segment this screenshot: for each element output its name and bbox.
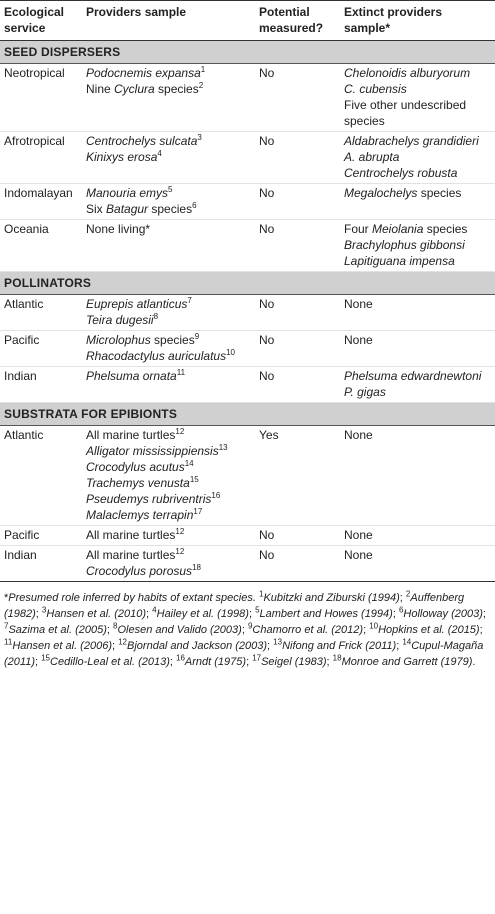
provider-ref: 14 (184, 459, 194, 468)
cell-potential: No (255, 331, 340, 367)
provider-name-species: Crocodylus porosus (86, 564, 193, 578)
footnote-number: 6 (398, 605, 404, 615)
extinct-item (344, 185, 491, 201)
footnote-number: 11 (4, 637, 13, 647)
extinct-name: None (344, 548, 373, 562)
cell-providers (82, 184, 255, 220)
footnote-text: Arndt (1975) (184, 656, 247, 668)
provider-item (86, 185, 251, 201)
cell-region: Atlantic (0, 426, 82, 526)
provider-ref: 9 (194, 332, 200, 341)
section-row (0, 41, 495, 64)
provider-name-genus: Microlophus (86, 333, 151, 347)
cell-potential: No (255, 132, 340, 184)
extinct-name: Four Meiolania species (344, 222, 468, 236)
cell-potential: No (255, 184, 340, 220)
footnote-number: 13 (273, 637, 283, 647)
cell-potential: Yes (255, 426, 340, 526)
cell-providers (82, 295, 255, 331)
footnote-text: Cedillo-Leal et al. (2013) (50, 656, 170, 668)
extinct-item (344, 332, 491, 348)
footnote-text: Sazima et al. (2005) (8, 624, 107, 636)
extinct-name-species: Lapitiguana impensa (344, 254, 455, 268)
extinct-name-species: Chelonoidis alburyorum (344, 66, 471, 80)
extinct-item (344, 97, 491, 129)
section-title: SUBSTRATA FOR EPIBIONTS (0, 403, 495, 426)
provider-ref: 2 (198, 81, 204, 90)
footnote-number: 16 (176, 653, 185, 663)
footnote-text: Hansen et al. (2010) (46, 608, 147, 620)
provider-ref: 10 (226, 348, 235, 357)
footnote-number: 8 (113, 621, 118, 631)
provider-name-species: Euprepis atlanticus (86, 297, 188, 311)
extinct-name-genus: Megalochelys (344, 186, 418, 200)
header-potential-measured: Potential measured? (255, 1, 340, 41)
provider-name (86, 297, 187, 311)
section-title: SEED DISPERSERS (0, 41, 495, 64)
table-header (0, 1, 495, 41)
cell-extinct (340, 184, 495, 220)
provider-ref: 12 (175, 427, 185, 436)
extinct-name (344, 254, 455, 268)
extinct-name: Megalochelys species (344, 186, 462, 200)
provider-name (86, 476, 190, 490)
provider-name-species: Pseudemys rubriventris (86, 492, 212, 506)
provider-ref: 18 (192, 563, 201, 572)
provider-name (86, 492, 211, 506)
provider-name-species: Crocodylus acutus (86, 460, 185, 474)
provider-item (86, 133, 251, 149)
footnote-text: Holloway (2003) (403, 608, 483, 620)
extinct-name-genus: Meiolania (372, 222, 424, 236)
footnote-text: Kubitzki and Ziburski (1994) (263, 592, 400, 604)
provider-item (86, 81, 251, 97)
provider-item (86, 443, 251, 459)
cell-region: Oceania (0, 220, 82, 272)
provider-ref: 13 (218, 443, 228, 452)
footnote-number: 9 (247, 621, 253, 631)
provider-name-species: Rhacodactylus auriculatus (86, 349, 227, 363)
provider-ref: 5 (168, 185, 173, 194)
provider-ref: 17 (193, 507, 203, 516)
extinct-item (344, 547, 491, 563)
provider-item (86, 475, 251, 491)
extinct-item (344, 384, 491, 400)
footnote-number: 2 (405, 589, 411, 599)
provider-ref: 11 (176, 368, 186, 377)
table-row (0, 184, 495, 220)
extinct-item (344, 65, 491, 81)
footnote-text: Hopkins et al. (2015) (378, 624, 480, 636)
extinct-item (344, 368, 491, 384)
provider-ref: 1 (200, 65, 206, 74)
footnote-text: Presumed role inferred by habits of extant species. (8, 592, 256, 604)
provider-name (86, 564, 192, 578)
footnote-text: Chamorro et al. (2012) (252, 624, 364, 636)
table-row (0, 331, 495, 367)
provider-item (86, 547, 251, 563)
extinct-item (344, 427, 491, 443)
provider-name (86, 369, 177, 383)
provider-name-species: Trachemys venusta (86, 476, 190, 490)
extinct-name (344, 385, 386, 399)
provider-ref: 16 (211, 491, 221, 500)
provider-name (86, 313, 154, 327)
footnote-text: Bjorndal and Jackson (2003) (127, 640, 268, 652)
extinct-name-species: P. gigas (344, 385, 386, 399)
extinct-item (344, 149, 491, 165)
provider-ref: 12 (175, 547, 185, 556)
footnote-text: Cupul-Magaña (2011) (4, 640, 484, 668)
table-row (0, 64, 495, 132)
provider-item (86, 332, 251, 348)
provider-item (86, 563, 251, 579)
footnote-text: Nifong and Frick (2011) (282, 640, 397, 652)
provider-item (86, 507, 251, 523)
provider-name-species: Podocnemis expansa (86, 66, 201, 80)
cell-region: Neotropical (0, 64, 82, 132)
footnote-number: 10 (369, 621, 379, 631)
extinct-name (344, 134, 479, 148)
provider-name (86, 349, 226, 363)
header-providers-sample: Providers sample (82, 1, 255, 41)
table-row (0, 367, 495, 403)
section-row (0, 403, 495, 426)
provider-name-species: Teira dugesii (86, 313, 154, 327)
cell-extinct (340, 220, 495, 272)
provider-name-species: Centrochelys sulcata (86, 134, 198, 148)
footnote-number: 7 (4, 621, 9, 631)
cell-providers (82, 367, 255, 403)
provider-name-species: Phelsuma ornata (86, 369, 177, 383)
provider-item (86, 491, 251, 507)
footnote-asterisk: * (4, 592, 9, 604)
extinct-name (344, 238, 465, 252)
header-extinct-providers: Extinct providers sample* (340, 1, 495, 41)
footnote-number: 1 (258, 589, 264, 599)
provider-name-species: Manouria emys (86, 186, 169, 200)
cell-potential: No (255, 220, 340, 272)
provider-name-species: Kinixys erosa (86, 150, 158, 164)
table-row (0, 546, 495, 582)
extinct-item (344, 133, 491, 149)
table-row (0, 220, 495, 272)
provider-name-genus: Cyclura (114, 82, 155, 96)
provider-item (86, 296, 251, 312)
cell-region: Afrotropical (0, 132, 82, 184)
extinct-name-species: Aldabrachelys grandidieri (344, 134, 479, 148)
cell-providers (82, 220, 255, 272)
provider-name (86, 444, 219, 458)
provider-ref: 3 (197, 133, 202, 142)
cell-region: Pacific (0, 526, 82, 546)
extinct-name-species: Centrochelys robusta (344, 166, 458, 180)
provider-name: Nine Cyclura species (86, 82, 199, 96)
provider-ref: 7 (187, 296, 192, 305)
provider-name-species: Alligator mississippiensis (86, 444, 219, 458)
provider-ref: 15 (189, 475, 199, 484)
provider-name (86, 508, 193, 522)
cell-region: Indian (0, 546, 82, 582)
footnote-number: 18 (332, 653, 342, 663)
cell-potential: No (255, 526, 340, 546)
footnote-number: 14 (402, 637, 412, 647)
footnote-text: Monroe and Garrett (1979) (341, 656, 473, 668)
footnote-number: 15 (41, 653, 51, 663)
footnote-number: 17 (252, 653, 262, 663)
extinct-name: None (344, 428, 373, 442)
provider-name (86, 134, 197, 148)
footnote-text: Lambert and Howes (1994) (259, 608, 393, 620)
provider-item (86, 527, 251, 543)
cell-extinct (340, 367, 495, 403)
provider-ref: 12 (175, 527, 185, 536)
extinct-item (344, 527, 491, 543)
cell-region: Atlantic (0, 295, 82, 331)
provider-ref: 4 (157, 149, 162, 158)
cell-potential: No (255, 546, 340, 582)
footnote-text: Hailey et al. (1998) (156, 608, 249, 620)
provider-item (86, 65, 251, 81)
footnote-text: Hansen et al. (2006) (12, 640, 112, 652)
extinct-item (344, 81, 491, 97)
table-row (0, 426, 495, 526)
provider-item (86, 201, 251, 217)
cell-extinct (340, 295, 495, 331)
provider-name: None living* (86, 222, 151, 236)
extinct-name: None (344, 297, 373, 311)
provider-item (86, 149, 251, 165)
provider-ref: 8 (153, 312, 159, 321)
extinct-name-species: Phelsuma edwardnewtoni (344, 369, 482, 383)
table-row (0, 295, 495, 331)
cell-potential: No (255, 64, 340, 132)
cell-providers (82, 132, 255, 184)
footnote-text: Olesen and Valido (2003) (117, 624, 242, 636)
cell-extinct (340, 331, 495, 367)
section-title: POLLINATORS (0, 272, 495, 295)
provider-name (86, 186, 168, 200)
cell-region: Indomalayan (0, 184, 82, 220)
provider-name (86, 460, 185, 474)
provider-name: All marine turtles (86, 548, 176, 562)
cell-providers (82, 426, 255, 526)
cell-providers (82, 546, 255, 582)
cell-providers (82, 526, 255, 546)
extinct-name: Five other undescribed species (344, 98, 467, 128)
footnote-number: 4 (152, 605, 157, 615)
extinct-item (344, 253, 491, 269)
provider-item (86, 427, 251, 443)
provider-item (86, 312, 251, 328)
table-row (0, 132, 495, 184)
provider-name: Microlophus species (86, 333, 195, 347)
extinct-name (344, 166, 457, 180)
extinct-item (344, 221, 491, 237)
table-body (0, 41, 495, 582)
cell-extinct (340, 526, 495, 546)
footnote-number: 5 (255, 605, 260, 615)
extinct-name (344, 66, 470, 80)
cell-potential: No (255, 367, 340, 403)
footnote-number: 12 (118, 637, 128, 647)
provider-name-species: Malaclemys terrapin (86, 508, 194, 522)
cell-providers (82, 331, 255, 367)
extinct-name-species: A. abrupta (344, 150, 400, 164)
extinct-name: None (344, 528, 373, 542)
extinct-item (344, 165, 491, 181)
provider-name (86, 66, 201, 80)
header-ecological-service: Ecological service (0, 1, 82, 41)
footnote-text: Auffenberg (1982) (4, 592, 465, 620)
footnote-number: 3 (41, 605, 47, 615)
provider-item (86, 348, 251, 364)
provider-item (86, 221, 251, 237)
provider-name: All marine turtles (86, 528, 176, 542)
cell-providers (82, 64, 255, 132)
table-row (0, 526, 495, 546)
provider-item (86, 368, 251, 384)
cell-extinct (340, 426, 495, 526)
extinct-name-species: Brachylophus gibbonsi (344, 238, 465, 252)
extinct-name (344, 150, 399, 164)
provider-name (86, 150, 157, 164)
extinct-item (344, 237, 491, 253)
provider-item (86, 459, 251, 475)
provider-name-genus: Batagur (106, 202, 149, 216)
cell-extinct (340, 546, 495, 582)
cell-region: Pacific (0, 331, 82, 367)
cell-extinct (340, 132, 495, 184)
cell-region: Indian (0, 367, 82, 403)
extinct-name: None (344, 333, 373, 347)
provider-ref: 6 (192, 201, 197, 210)
cell-extinct (340, 64, 495, 132)
extinct-name (344, 82, 407, 96)
provider-name: All marine turtles (86, 428, 176, 442)
extinct-name (344, 369, 481, 383)
cell-potential: No (255, 295, 340, 331)
provider-name: Six Batagur species (86, 202, 193, 216)
section-row (0, 272, 495, 295)
extinct-item (344, 296, 491, 312)
extinct-name-species: C. cubensis (344, 82, 407, 96)
footnote-text: Seigel (1983) (261, 656, 327, 668)
table-footnote: *Presumed role inferred by habits of extant species. $^1$Kubitzki and Ziburski (1994); $^2$Auffenberg (1982); $^3$Hansen et al. (2010); $^4$Hailey et al. (1998); $^5$Lambert and Howes (1994); $^6$Holloway (2003); $^7$Sazima et al. (2005); $^8$Olesen and Valido (2003); $^9$Chamorro et al. (2012); $^{10}$Hopkins et al. (2015); $^{11}$Hansen et al. (2006); $^{12}$Bjorndal and Jackson (2003); $^{13}$Nifong and Frick (2011); $^{14}$Cupul-Magaña (2011); $^{15}$Cedillo-Leal et al. (2013); $^{16}$Arndt (1975); $^{17}$Seigel (1983); $^{18}$Monroe and Garrett (1979). (4, 589, 486, 668)
